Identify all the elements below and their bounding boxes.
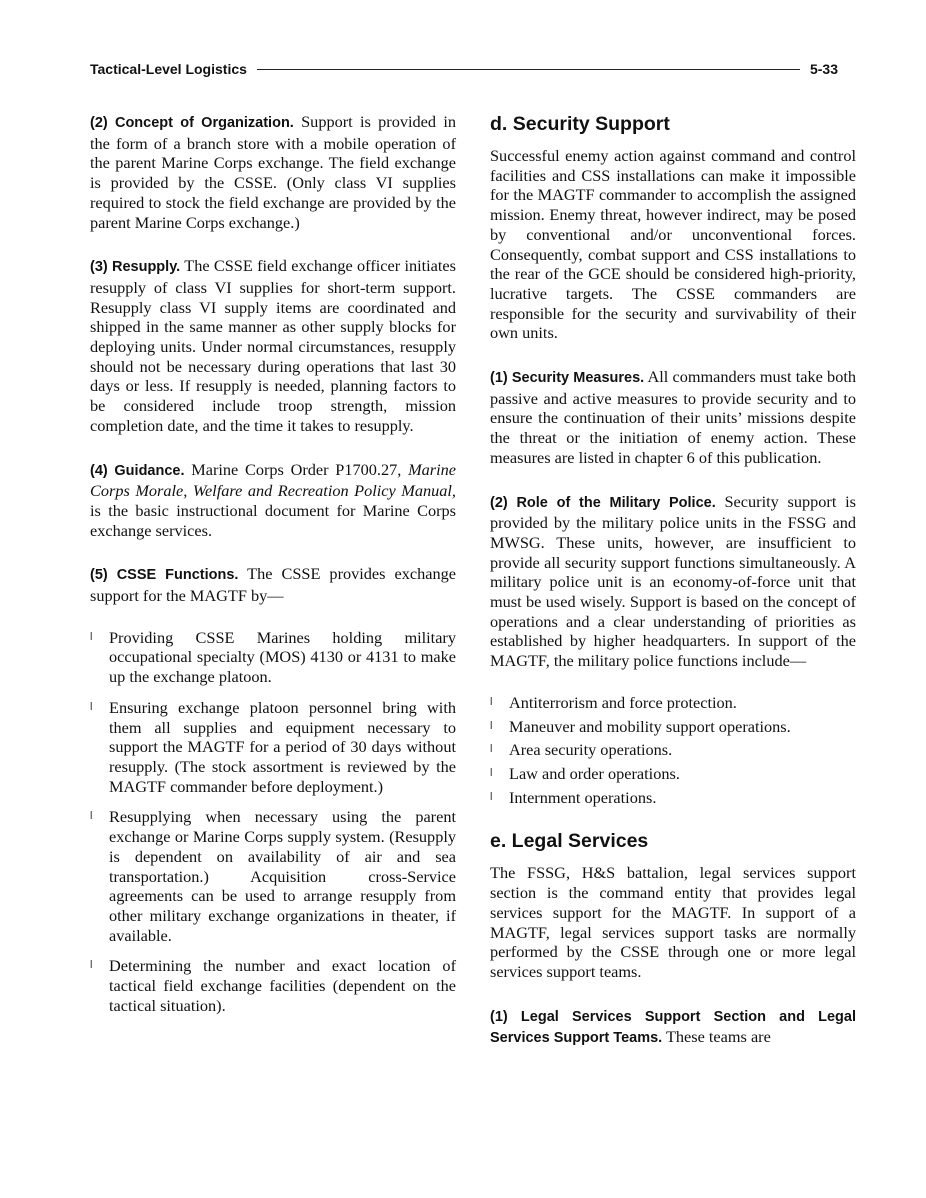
paragraph-csse-functions [90, 564, 456, 605]
bullet-icon: l [490, 695, 493, 708]
bullet-icon: l [90, 810, 93, 823]
list-item: l Ensuring exchange platoon personnel bring with them all supplies and equipment necessary to support the MAGTF for a period of 30 days without resupply. (The stock assortment is reviewed by the MAGTF commander before deployment.) [90, 697, 456, 796]
list-item: l Internment operations. [490, 787, 657, 807]
left-column [90, 112, 456, 1026]
run-in-heading: (1) Security Measures. [490, 370, 645, 387]
running-header [90, 58, 838, 80]
running-header-title: Tactical-Level Logistics [90, 61, 247, 77]
list-item: l Antiterrorism and force protection. [490, 692, 737, 712]
list-item: l Resupplying when necessary using the parent exchange or Marine Corps supply system. (Resupply is dependent on availability of air and sea transportation.) Acquisition cross-Service agreements can be used to arrange resupply from other military exchange organizations in theater, if available. [90, 807, 456, 945]
list-item: l Law and order operations. [490, 763, 680, 783]
list-item: l Providing CSSE Marines holding military occupational specialty (MOS) 4130 or 4131 to make up the exchange platoon. [90, 627, 456, 687]
header-rule [257, 69, 800, 70]
paragraph-military-police [490, 492, 856, 671]
run-in-heading: (2) Role of the Military Police. [490, 494, 716, 511]
paragraph-resupply [90, 256, 456, 435]
bullet-icon: l [90, 630, 93, 643]
right-column [490, 112, 856, 1073]
military-police-functions-list [490, 693, 856, 808]
list-item: l Area security operations. [490, 740, 673, 760]
run-in-heading: (2) Concept of Organization. [90, 115, 294, 131]
paragraph-legal-services: The FSSG, H&S battalion, legal services support section is the command entity that provides legal services support for the MAGTF. In support of a MAGTF, legal services support tasks are normally performed by the CSSE through one or more legal services support teams. [490, 863, 856, 981]
csse-functions-list [90, 628, 456, 1016]
paragraph-text: All commanders must take both passive and active measures to provide security and to ensure the continuation of their units’ missions despite the threat or the initiation of enemy action. These measures are listed in chapter 6 of this publication. [490, 367, 856, 467]
paragraph-text: Security support is provided by the military police units in the FSSG and MWSG. These units, however, are insufficient to provide all security support functions simultaneously. A military police unit is an economy-of-force unit that must be used wisely. Support is based on the concept of operations and a clear understanding of priorities as established by higher headquarters. In support of the MAGTF, the military police functions include— [490, 491, 857, 671]
bullet-icon: l [90, 959, 93, 972]
bullet-icon: l [490, 743, 493, 756]
paragraph-text: Support is provided in the form of a branch store with a mobile operation of the parent Marine Corps exchange. The field exchange is provided by the CSSE. (Only class VI supplies required to stock the field exchange are provided by the parent Marine Corps exchange.) [90, 112, 456, 232]
bullet-icon: l [490, 719, 493, 732]
paragraph-security-measures [490, 367, 856, 468]
paragraph-legal-services-support-teams [490, 1006, 856, 1049]
page-number: 5-33 [809, 61, 838, 77]
bullet-icon: l [490, 766, 493, 779]
run-in-heading: (3) Resupply. [90, 259, 181, 276]
paragraph-text: These teams are [662, 1027, 771, 1047]
run-in-heading: (4) Guidance. [90, 462, 185, 479]
run-in-heading: (5) CSSE Functions. [90, 567, 239, 584]
bullet-icon: l [490, 790, 493, 803]
paragraph-security-support: Successful enemy action against command and control facilities and CSS installations can make it impossible for the MAGTF commander to accomplish the assigned mission. Enemy threat, however indirect, may be posed by conventional and/or unconventional forces. Consequently, combat support and CSS installations to the rear of the GCE should be considered high-priority, lucrative targets. The CSSE commanders are responsible for the security and survivability of their own units. [490, 146, 856, 343]
section-heading-legal-services: e. Legal Services [490, 830, 649, 853]
paragraph-text: is the basic instructional document for Marine Corps exchange services. [90, 500, 456, 540]
section-heading-security-support: d. Security Support [490, 113, 670, 135]
paragraph-text: Marine Corps Order P1700.27, [184, 459, 409, 479]
paragraph-concept-of-organization [90, 112, 456, 232]
publication-title: Marine Corps Morale, Welfare and Recreation Policy Manual, [90, 459, 456, 501]
run-in-heading: (1) Legal Services Support Section and Legal Services Support Teams. [490, 1008, 856, 1047]
list-item: l Maneuver and mobility support operations. [490, 716, 791, 736]
paragraph-text: The CSSE provides exchange support for the MAGTF by— [90, 564, 456, 606]
list-item: l Determining the number and exact location of tactical field exchange facilities (dependent on the tactical situation). [90, 956, 456, 1015]
bullet-icon: l [90, 700, 93, 713]
paragraph-text: The CSSE field exchange officer initiates resupply of class VI supplies for short-term support. Resupply class VI supply items are coordinated and shipped in the same manner as other supply blocks for deploying units. Under normal circumstances, resupply should not be necessary during operations that last 30 days or less. If resupply is needed, planning factors to be considered include troop strength, mission completion date, and the time it takes to resupply. [90, 256, 456, 435]
paragraph-guidance [90, 460, 456, 541]
